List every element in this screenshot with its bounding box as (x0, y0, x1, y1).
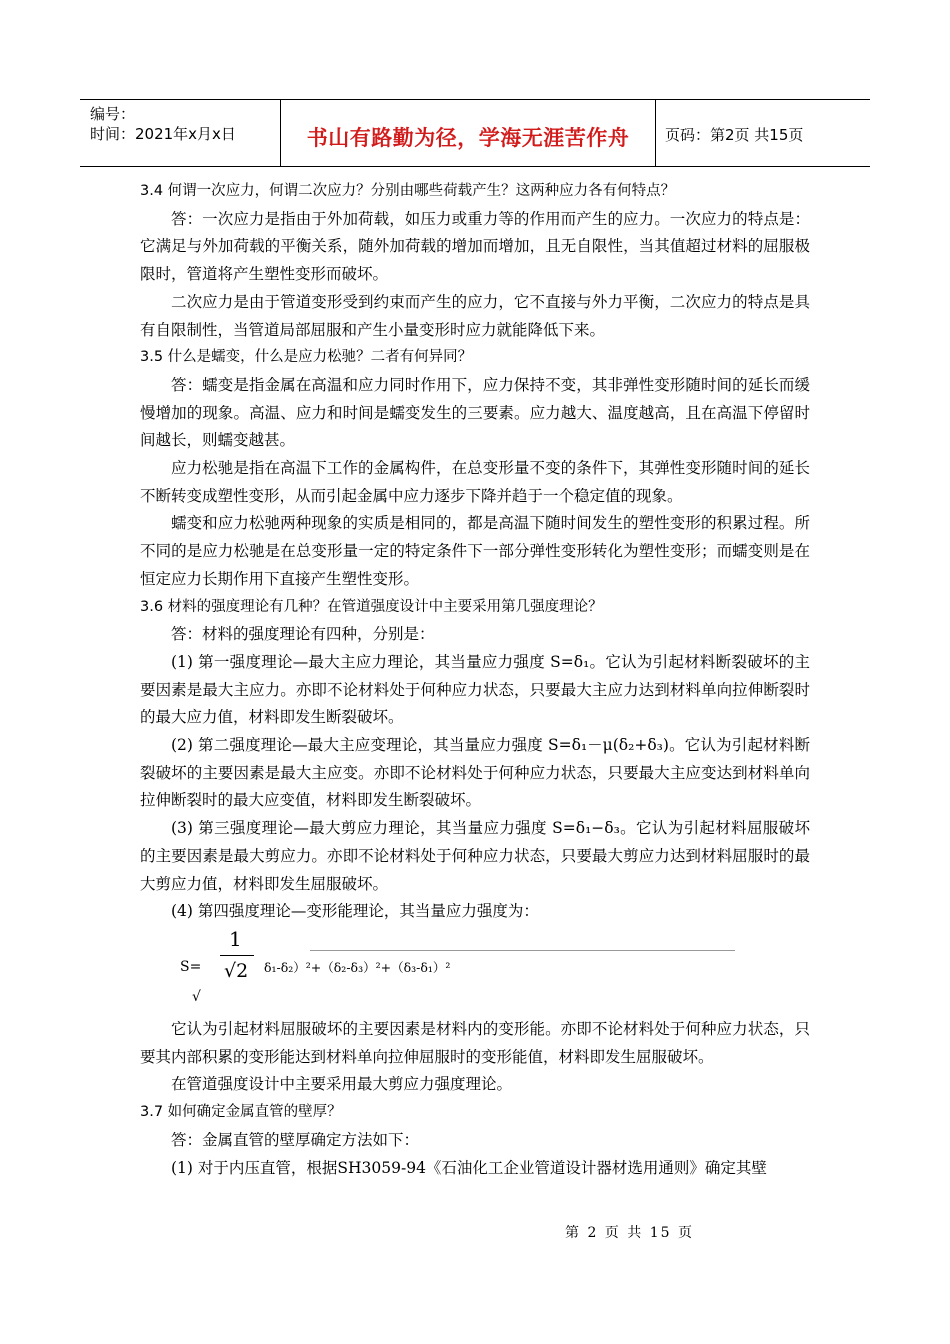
formula-denominator: √2 (224, 959, 249, 982)
header-page-info: 页码：第2页 共15页 (665, 126, 804, 144)
question-3-6: 3.6 材料的强度理论有几种？在管道强度设计中主要采用第几强度理论？ (140, 598, 603, 615)
theory-2: (2) 第二强度理论—最大主应变理论，其当量应力强度 S=δ₁－μ(δ₂+δ₃)。它认为引起材料断裂破坏的主要因素是最大主应变。亦即不论材料处于何种应力状态，只要最大主应变达到材料单向拉伸断裂时的最大应变值，材料即发生断裂破坏。 (140, 736, 810, 810)
header-divider (655, 100, 656, 166)
number-label: 编号： (90, 105, 136, 123)
header-meta (90, 104, 236, 144)
formula-s: S= (180, 958, 202, 975)
theory-1: (1) 第一强度理论—最大主应力理论，其当量应力强度 S=δ₁。它认为引起材料断裂破坏的主要因素是最大主应力。亦即不论材料处于何种应力状态，只要最大主应力达到材料单向拉伸断裂时的最大应力值，材料即发生断裂破坏。 (140, 652, 810, 727)
page-footer: 第 2 页 共 15 页 (565, 1225, 694, 1241)
paragraph: 它认为引起材料屈服破坏的主要因素是材料内的变形能。亦即不论材料处于何种应力状态，只要其内部积累的变形能达到材料单向拉伸屈服时的变形能值，材料即发生屈服破坏。 (140, 1019, 810, 1066)
theory-4: (4) 第四强度理论—变形能理论，其当量应力强度为： (171, 902, 539, 921)
question-3-7: 3.7 如何确定金属直管的壁厚？ (140, 1104, 342, 1121)
paragraph: 在管道强度设计中主要采用最大剪应力强度理论。 (171, 1075, 513, 1094)
formula-numerator: 1 (229, 926, 242, 951)
paragraph: 答：材料的强度理论有四种，分别是： (171, 625, 435, 644)
time-label: 时间：2021年x月x日 (90, 125, 236, 143)
paragraph: 答：蠕变是指金属在高温和应力同时作用下，应力保持不变，其非弹性变形随时间的延长而缓慢增加的现象。高温、应力和时间是蠕变发生的三要素。应力越大、温度越高，且在高温下停留时间越长，则蠕变越甚。 (140, 375, 810, 450)
question-3-5: 3.5 什么是蠕变，什么是应力松驰？二者有何异同？ (140, 349, 473, 366)
radical-sign: √ (192, 988, 201, 1005)
fraction-bar (220, 955, 254, 956)
paragraph: 答：金属直管的壁厚确定方法如下： (171, 1130, 420, 1149)
document-body (140, 178, 810, 1182)
theory-3: (3) 第三强度理论—最大剪应力理论，其当量应力强度 S=δ₁−δ₃。它认为引起材料屈服破坏的主要因素是最大剪应力。亦即不论材料处于何种应力状态，只要最大剪应力达到材料屈服时的最大剪应力值，材料即发生屈服破坏。 (140, 819, 810, 893)
radical-overline (310, 950, 735, 951)
paragraph: 蠕变和应力松驰两种现象的实质是相同的，都是高温下随时间发生的塑性变形的积累过程。所不同的是应力松驰是在总变形量一定的特定条件下一部分弹性变形转化为塑性变形；而蠕变则是在恒定应力长期作用下直接产生塑性变形。 (140, 514, 810, 588)
formula-expression: δ₁-δ₂）²+（δ₂-δ₃）²+（δ₃-δ₁）² (264, 959, 451, 975)
paragraph: (1) 对于内压直管，根据SH3059-94《石油化工企业管道设计器材选用通则》确定其壁 (171, 1158, 767, 1177)
page-header (80, 99, 870, 167)
paragraph: 应力松驰是指在高温下工作的金属构件，在总变形量不变的条件下，其弹性变形随时间的延长不断转变成塑性变形，从而引起金属中应力逐步下降并趋于一个稳定值的现象。 (140, 459, 810, 505)
header-motto: 书山有路勤为径，学海无涯苦作舟 (306, 126, 630, 150)
paragraph: 二次应力是由于管道变形受到约束而产生的应力，它不直接与外力平衡，二次应力的特点是具有自限制性，当管道局部屈服和产生小量变形时应力就能降低下来。 (140, 292, 810, 339)
question-3-4: 3.4 何谓一次应力，何谓二次应力？分别由哪些荷载产生？这两种应力各有何特点？ (140, 183, 676, 199)
formula (140, 926, 810, 1016)
paragraph: 答：一次应力是指由于外加荷载，如压力或重力等的作用而产生的应力。一次应力的特点是：它满足与外加荷载的平衡关系，随外加荷载的增加而增加，且无自限性，当其值超过材料的屈服极限时，管道将产生塑性变形而破坏。 (140, 209, 810, 284)
